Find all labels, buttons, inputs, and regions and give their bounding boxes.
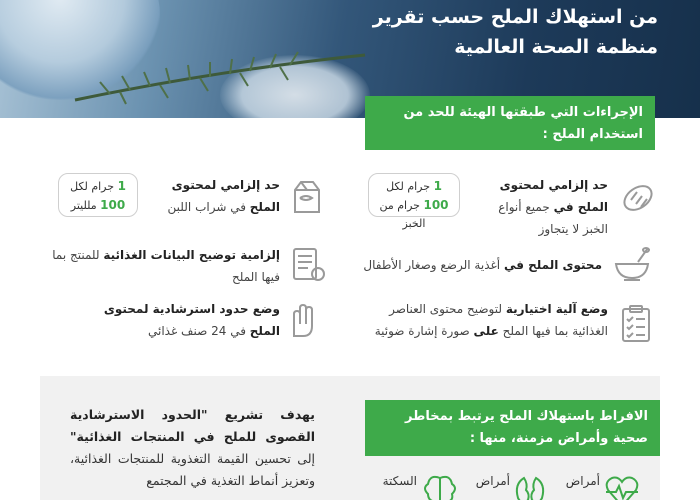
aim-line3: إلى تحسين القيمة التغذوية للمنتجات [117, 451, 316, 466]
kidney-icon [510, 470, 550, 500]
guidance-title: وضع حدود استرشادية لمحتوى الملح [103, 302, 280, 338]
laban-requirement-text: في شراب اللبن [167, 200, 246, 214]
laban-limit-unit2: ملليتر [70, 199, 97, 212]
guidance-requirement [80, 298, 280, 342]
disease-label-2: أمراض [475, 474, 510, 488]
baby-bowl-icon [612, 244, 652, 284]
risks-heading: الافراط باستهلاك الملح يرتبط بمخاطر صحية وأمراض مزمنة، منها : [365, 400, 660, 456]
infant-requirement [352, 254, 602, 276]
voluntary-text1: لتوضيح محتوى العناصر الغذائية بما فيها الملح [389, 302, 608, 338]
checklist-icon [616, 304, 656, 344]
nutrition-label-requirement [40, 244, 280, 288]
bread-requirement [483, 174, 608, 240]
bread-limit-badge [368, 173, 460, 230]
legislation-aim [70, 404, 315, 492]
disease-label-3: السكتة [382, 474, 417, 488]
banner-title [328, 2, 658, 62]
nutrition-label-title: إلزامية توضيح البيانات الغذائية [103, 248, 280, 262]
nutrition-label-text: للمنتج بما فيها الملح [52, 248, 280, 284]
bread-requirement-text: جميع أنواع الخبز لا يتجاوز [498, 200, 608, 236]
laban-limit-badge [58, 173, 138, 217]
rosemary-sprig-image [70, 40, 370, 110]
aim-line2: القصوى للملح في المنتجات الغذائية" [70, 429, 315, 444]
aim-line4: الغذائية، وتعزيز أنماط التغذية في المجتمع [70, 451, 315, 488]
procedures-heading: الإجراءات التي طبقتها الهيئة للحد من استخدام الملح : [365, 96, 655, 150]
bread-requirement-title: حد إلزامي لمحتوى الملح في [499, 178, 608, 214]
laban-limit-unit: جرام لكل [70, 180, 115, 193]
heart-pulse-icon [602, 470, 642, 500]
milk-carton-icon [285, 176, 325, 216]
aim-line1: يهدف تشريع "الحدود الاسترشادية [70, 407, 315, 422]
banner-title-line1: من استهلاك الملح حسب تقرير [372, 6, 658, 28]
laban-requirement-title: حد إلزامي لمحتوى الملح [171, 178, 280, 214]
bread-limit-amount2: 100 [423, 198, 449, 212]
laban-requirement [150, 174, 280, 218]
disease-label-1: أمراض [565, 474, 600, 488]
bread-icon [618, 178, 658, 218]
voluntary-emphasis: على [473, 324, 499, 338]
banner-title-line2: منظمة الصحة العالمية [454, 36, 658, 58]
laban-limit-amount: 1 [117, 179, 126, 193]
bread-limit-unit: جرام لكل [386, 180, 431, 193]
brain-icon [420, 470, 460, 500]
guidance-text: في 24 صنف غذائي [147, 324, 246, 338]
infant-requirement-text: أغذية الرضع وصغار الأطفال [363, 258, 501, 272]
hand-stop-icon [282, 300, 322, 340]
voluntary-text2: صورة إشارة ضوئية [374, 324, 470, 338]
laban-limit-amount2: 100 [100, 198, 126, 212]
nutrition-label-icon [288, 244, 328, 284]
bread-limit-unit2: جرام من الخبز [379, 199, 426, 230]
voluntary-title: وضع آلية اختيارية [505, 302, 608, 316]
voluntary-requirement [350, 298, 608, 342]
bread-limit-amount: 1 [433, 179, 442, 193]
infant-requirement-title: محتوى الملح في [503, 258, 602, 272]
